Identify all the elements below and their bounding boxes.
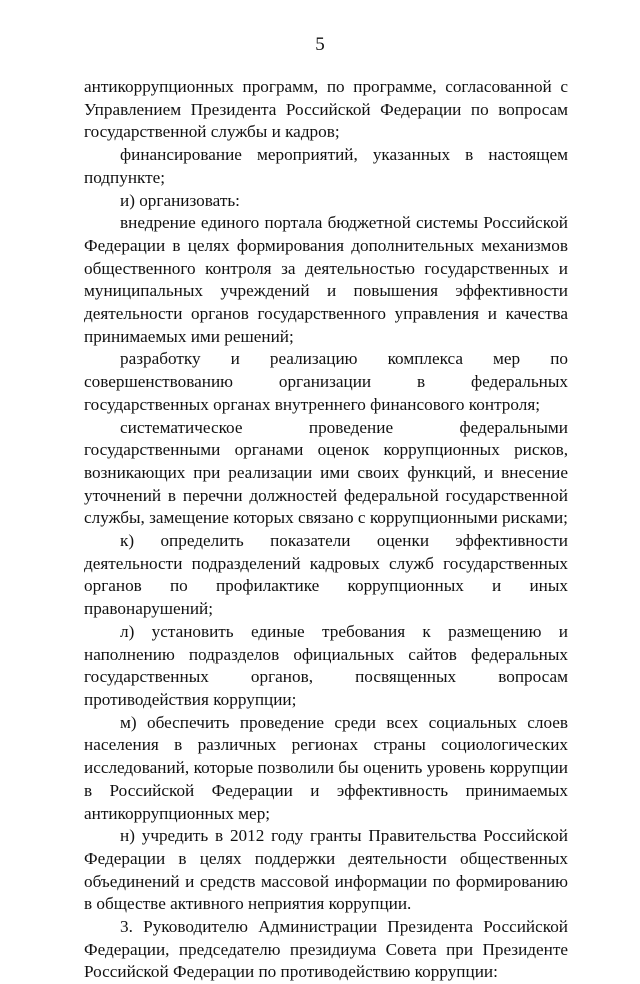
paragraph: систематическое проведение федеральными государственными органами оценок коррупционных рисков, возникающих при реализации ими своих функций, и внесение уточнений в перечни должностей федеральной государственной службы, замещение которых связано с коррупционными рисками; xyxy=(84,417,568,528)
paragraph: и) организовать: xyxy=(120,190,240,210)
paragraph: финансирование мероприятий, указанных в настоящем подпункте; xyxy=(84,145,568,187)
paragraph: разработку и реализацию комплекса мер по совершенствованию организации в федеральных государственных органах внутреннего финансового контроля; xyxy=(84,349,568,414)
paragraph: антикоррупционных программ, по программе, согласованной с Управлением Президента Российской Федерации по вопросам государственной службы и кадров; xyxy=(84,77,568,142)
document-body xyxy=(84,76,568,984)
paragraph: 3. Руководителю Администрации Президента Российской Федерации, председателю президиума Совета при Президенте Российской Федерации по противодействию коррупции: xyxy=(84,917,568,982)
page-number: 5 xyxy=(315,34,325,55)
paragraph: н) учредить в 2012 году гранты Правительства Российской Федерации в целях поддержки деятельности общественных объединений и средств массовой информации по формированию в обществе активного неприятия коррупции. xyxy=(84,826,568,914)
paragraph: л) установить единые требования к размещению и наполнению подразделов официальных сайтов федеральных государственных органов, посвященных вопросам противодействия коррупции; xyxy=(84,621,568,709)
paragraph: м) обеспечить проведение среди всех социальных слоев населения в различных регионах страны социологических исследований, которые позволили бы оценить уровень коррупции в Российской Федерации и эффективность принимаемых антикоррупционных мер; xyxy=(84,712,568,823)
paragraph: к) определить показатели оценки эффективности деятельности подразделений кадровых служб государственных органов по профилактике коррупционных и иных правонарушений; xyxy=(84,531,568,619)
paragraph: внедрение единого портала бюджетной системы Российской Федерации в целях формирования дополнительных механизмов общественного контроля за деятельностью государственных и муниципальных учреждений и повышения эффективности деятельности органов государственного управления и качества принимаемых ими решений; xyxy=(84,213,568,346)
